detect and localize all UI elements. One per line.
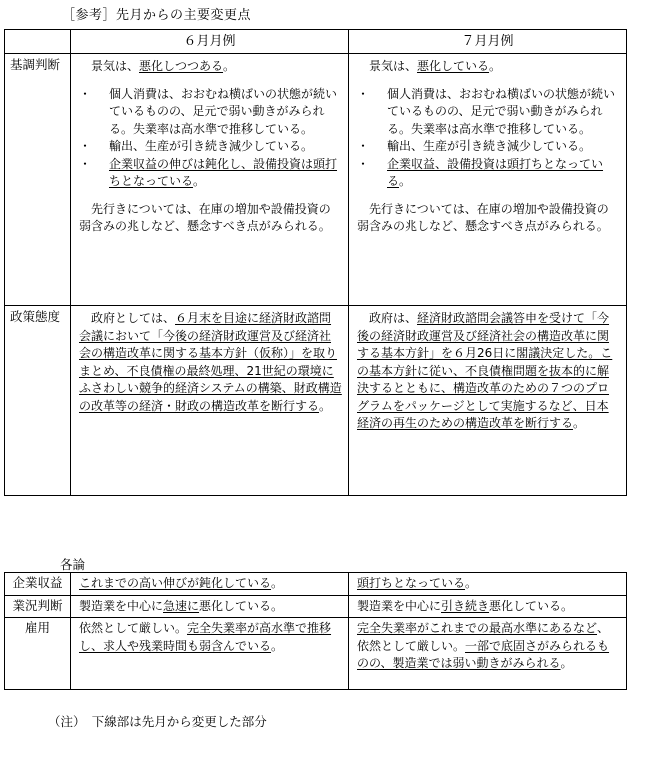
july-value: 頭打ちとなっている。 (349, 573, 627, 596)
june-value: これまでの高い伸びが鈍化している。 (71, 573, 349, 596)
kicho-july-cell (349, 54, 627, 306)
detail-comparison-table (4, 572, 627, 690)
seisaku-row (5, 306, 627, 496)
table-row (5, 595, 627, 618)
list-item: ・ 個人消費は、おおむね横ばいの状態が続いているものの、足元で弱い動きがみられる。失業率は高水準で推移している。 (357, 86, 620, 139)
table-row (5, 573, 627, 596)
kicho-july-bullets (357, 86, 620, 191)
row-label: 業況判断 (5, 595, 71, 618)
june-value: 依然として厳しい。完全失業率が高水準で推移し、求人や残業時間も弱含んでいる。 (71, 618, 349, 690)
kicho-june-outlook: 先行きについては、在庫の増加や設備投資の弱含みの兆しなど、懸念すべき点がみられる。 (79, 201, 331, 233)
list-item: ・ 輸出、生産が引き続き減少している。 (79, 138, 342, 156)
kicho-july-outlook: 先行きについては、在庫の増加や設備投資の弱含みの兆しなど、懸念すべき点がみられる。 (357, 201, 609, 233)
kicho-label: 基調判断 (5, 54, 71, 306)
main-comparison-table (4, 29, 627, 496)
header-july: ７月月例 (349, 30, 627, 54)
page-title: ［参考］先月からの主要変更点 (62, 8, 252, 23)
kicho-june-summary: 景気は、悪化しつつある。 (91, 59, 236, 73)
row-label: 企業収益 (5, 573, 71, 596)
list-item: ・ 輸出、生産が引き続き減少している。 (357, 138, 620, 156)
seisaku-july-text: 政府は、経済財政諮問会議答申を受けて「今後の経済財政運営及び経済社会の構造改革に関する基本方針」を６月26日に閣議決定した。この基本方針に従い、不良債権問題を抜本的に解決するとともに、構造改革のための７つのプログラムをパッケージとして実施するなど、日本経済の再生のための構造改革を断行する。 (357, 311, 613, 430)
section-title-kakuron: 各論 (60, 557, 86, 572)
july-value: 完全失業率がこれまでの最高水準にあるなど、依然として厳しい。一部で底固さがみられるものの、製造業では弱い動きがみられる。 (349, 618, 627, 690)
kicho-july-summary: 景気は、悪化している。 (369, 59, 502, 73)
kicho-june-cell (71, 54, 349, 306)
row-label: 雇用 (5, 618, 71, 690)
seisaku-june-cell (71, 306, 349, 496)
corner-cell (5, 30, 71, 54)
footnote: （注） 下線部は先月から変更した部分 (48, 714, 267, 729)
kicho-june-bullets (79, 86, 342, 191)
table-row (5, 618, 627, 690)
list-item: ・ 企業収益の伸びは鈍化し、設備投資は頭打ちとなっている。 (79, 156, 342, 191)
list-item: ・ 企業収益、設備投資は頭打ちとなっている。 (357, 156, 620, 191)
seisaku-label: 政策態度 (5, 306, 71, 496)
june-value: 製造業を中心に急速に悪化している。 (71, 595, 349, 618)
list-item: ・ 個人消費は、おおむね横ばいの状態が続いているものの、足元で弱い動きがみられる。失業率は高水準で推移している。 (79, 86, 342, 139)
seisaku-july-cell (349, 306, 627, 496)
july-value: 製造業を中心に引き続き悪化している。 (349, 595, 627, 618)
kicho-row (5, 54, 627, 306)
header-june: ６月月例 (71, 30, 349, 54)
seisaku-june-text: 政府としては、６月末を目途に経済財政諮問会議において「今後の経済財政運営及び経済社会の構造改革に関する基本方針（仮称）」を取りまとめ、不良債権の最終処理、21世紀の環境にふさわしい競争的経済システムの構築、財政構造の改革等の経済・財政の構造改革を断行する。 (79, 311, 342, 413)
header-row (5, 30, 627, 54)
